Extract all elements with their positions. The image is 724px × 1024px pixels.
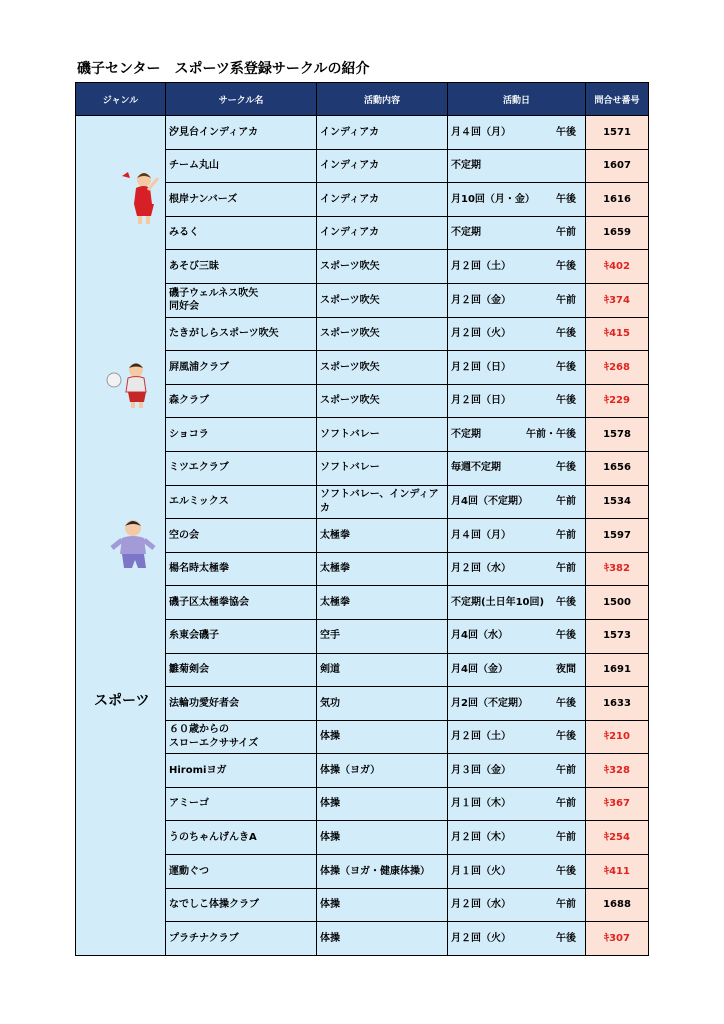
schedule-time: 午後 bbox=[556, 932, 576, 944]
activity-cell: インディアカ bbox=[317, 149, 448, 183]
schedule-days: 不定期 bbox=[451, 160, 481, 172]
contact-number-cell: ｷ307 bbox=[586, 922, 649, 956]
contact-number-cell: 1571 bbox=[586, 116, 649, 150]
schedule-days: 月２回（日） bbox=[451, 395, 511, 407]
circle-name-cell: アミーゴ bbox=[166, 787, 317, 821]
activity-cell: インディアカ bbox=[317, 216, 448, 250]
circle-name-cell: 雛菊剣会 bbox=[166, 653, 317, 687]
schedule-cell bbox=[448, 216, 586, 250]
table-row bbox=[76, 116, 649, 150]
circle-name-cell: 磯子区太極拳協会 bbox=[166, 586, 317, 620]
activity-cell: スポーツ吹矢 bbox=[317, 250, 448, 284]
activity-cell: 体操 bbox=[317, 720, 448, 754]
schedule-days: 月10回（月・金） bbox=[451, 193, 535, 205]
schedule-days: 月２回（土） bbox=[451, 260, 511, 272]
activity-cell: 体操（ヨガ・健康体操） bbox=[317, 855, 448, 889]
schedule-cell bbox=[448, 586, 586, 620]
schedule-cell bbox=[448, 821, 586, 855]
schedule-days: 月4回（水） bbox=[451, 630, 508, 642]
circle-table bbox=[75, 82, 649, 956]
circle-name-cell: 磯子ウェルネス吹矢 同好会 bbox=[166, 283, 317, 317]
schedule-cell bbox=[448, 855, 586, 889]
schedule-time: 午前 bbox=[556, 798, 576, 810]
activity-cell: 体操（ヨガ） bbox=[317, 754, 448, 788]
contact-number-cell: ｷ268 bbox=[586, 351, 649, 385]
activity-cell: 剣道 bbox=[317, 653, 448, 687]
contact-number-cell: 1578 bbox=[586, 418, 649, 452]
schedule-time: 午前 bbox=[556, 764, 576, 776]
contact-number-cell: 1500 bbox=[586, 586, 649, 620]
schedule-days: 月4回（不定期） bbox=[451, 496, 528, 508]
contact-number-cell: ｷ328 bbox=[586, 754, 649, 788]
contact-number-cell: ｷ367 bbox=[586, 787, 649, 821]
schedule-days: 月２回（土） bbox=[451, 731, 511, 743]
activity-cell: スポーツ吹矢 bbox=[317, 384, 448, 418]
circle-name-cell: Hiromiヨガ bbox=[166, 754, 317, 788]
circle-name-cell: 法輪功愛好者会 bbox=[166, 687, 317, 721]
contact-number-cell: 1633 bbox=[586, 687, 649, 721]
schedule-time: 午前 bbox=[556, 227, 576, 239]
schedule-time: 午後 bbox=[556, 731, 576, 743]
header-activity: 活動内容 bbox=[317, 83, 448, 116]
schedule-time: 午後 bbox=[556, 865, 576, 877]
schedule-time: 午前 bbox=[556, 294, 576, 306]
schedule-time: 午後 bbox=[556, 193, 576, 205]
schedule-time: 午前 bbox=[556, 899, 576, 911]
schedule-time: 午前 bbox=[556, 832, 576, 844]
contact-number-cell: 1616 bbox=[586, 183, 649, 217]
circle-name-cell: エルミックス bbox=[166, 485, 317, 519]
schedule-days: 月３回（金） bbox=[451, 764, 511, 776]
contact-number-cell: ｷ210 bbox=[586, 720, 649, 754]
schedule-time: 午後 bbox=[556, 596, 576, 608]
schedule-cell bbox=[448, 149, 586, 183]
schedule-cell bbox=[448, 653, 586, 687]
table-header-row bbox=[76, 83, 649, 116]
schedule-days: 月２回（金） bbox=[451, 294, 511, 306]
circle-name-cell: なでしこ体操クラブ bbox=[166, 888, 317, 922]
activity-cell: 太極拳 bbox=[317, 586, 448, 620]
schedule-cell bbox=[448, 451, 586, 485]
contact-number-cell: ｷ229 bbox=[586, 384, 649, 418]
schedule-time: 午後 bbox=[556, 630, 576, 642]
schedule-cell bbox=[448, 250, 586, 284]
circle-name-cell: ６０歳からの スローエクササイズ bbox=[166, 720, 317, 754]
schedule-days: 月１回（木） bbox=[451, 798, 511, 810]
schedule-cell bbox=[448, 183, 586, 217]
circle-name-cell: 糸東会磯子 bbox=[166, 619, 317, 653]
schedule-cell bbox=[448, 787, 586, 821]
schedule-days: 月4回（金） bbox=[451, 664, 508, 676]
circle-name-cell: 汐見台インディアカ bbox=[166, 116, 317, 150]
activity-cell: ソフトバレー、インディアカ bbox=[317, 485, 448, 519]
schedule-cell bbox=[448, 384, 586, 418]
activity-cell: 空手 bbox=[317, 619, 448, 653]
volleyball-player-illustration bbox=[106, 360, 158, 410]
schedule-cell bbox=[448, 922, 586, 956]
activity-cell: スポーツ吹矢 bbox=[317, 351, 448, 385]
schedule-cell bbox=[448, 619, 586, 653]
schedule-time: 午後 bbox=[556, 260, 576, 272]
schedule-cell bbox=[448, 116, 586, 150]
schedule-days: 毎週不定期 bbox=[451, 462, 501, 474]
circle-name-cell: 運動ぐつ bbox=[166, 855, 317, 889]
schedule-days: 月４回（月） bbox=[451, 529, 511, 541]
schedule-time: 午前 bbox=[556, 563, 576, 575]
schedule-days: 月１回（火） bbox=[451, 865, 511, 877]
schedule-days: 不定期 bbox=[451, 428, 481, 440]
circle-name-cell: 空の会 bbox=[166, 519, 317, 553]
schedule-cell bbox=[448, 888, 586, 922]
schedule-days: 月2回（不定期） bbox=[451, 697, 528, 709]
contact-number-cell: ｷ374 bbox=[586, 283, 649, 317]
schedule-time: 午前 bbox=[556, 529, 576, 541]
activity-cell: 体操 bbox=[317, 922, 448, 956]
activity-cell: インディアカ bbox=[317, 116, 448, 150]
badminton-player-illustration bbox=[114, 166, 164, 228]
schedule-cell bbox=[448, 351, 586, 385]
circle-name-cell: たきがしらスポーツ吹矢 bbox=[166, 317, 317, 351]
contact-number-cell: 1597 bbox=[586, 519, 649, 553]
schedule-cell bbox=[448, 552, 586, 586]
schedule-cell bbox=[448, 485, 586, 519]
activity-cell: 太極拳 bbox=[317, 552, 448, 586]
schedule-days: 月２回（水） bbox=[451, 899, 511, 911]
taichi-player-illustration bbox=[108, 516, 158, 572]
header-circle-name: サークル名 bbox=[166, 83, 317, 116]
activity-cell: インディアカ bbox=[317, 183, 448, 217]
activity-cell: ソフトバレー bbox=[317, 451, 448, 485]
contact-number-cell: 1659 bbox=[586, 216, 649, 250]
contact-number-cell: ｷ402 bbox=[586, 250, 649, 284]
circle-name-cell: 楊名時太極拳 bbox=[166, 552, 317, 586]
contact-number-cell: ｷ415 bbox=[586, 317, 649, 351]
contact-number-cell: 1607 bbox=[586, 149, 649, 183]
header-schedule: 活動日 bbox=[448, 83, 586, 116]
contact-number-cell: 1691 bbox=[586, 653, 649, 687]
circle-name-cell: みるく bbox=[166, 216, 317, 250]
schedule-days: 月２回（日） bbox=[451, 361, 511, 373]
circle-name-cell: ミツエクラブ bbox=[166, 451, 317, 485]
contact-number-cell: 1656 bbox=[586, 451, 649, 485]
schedule-time: 午後 bbox=[556, 361, 576, 373]
genre-label: スポーツ bbox=[94, 693, 150, 709]
contact-number-cell: ｷ254 bbox=[586, 821, 649, 855]
contact-number-cell: ｷ411 bbox=[586, 855, 649, 889]
schedule-time: 午後 bbox=[556, 328, 576, 340]
circle-name-cell: プラチナクラブ bbox=[166, 922, 317, 956]
activity-cell: スポーツ吹矢 bbox=[317, 283, 448, 317]
circle-name-cell: あそび三昧 bbox=[166, 250, 317, 284]
circle-name-cell: 根岸ナンバーズ bbox=[166, 183, 317, 217]
schedule-days: 月２回（水） bbox=[451, 563, 511, 575]
schedule-time: 午後 bbox=[556, 126, 576, 138]
genre-cell bbox=[76, 116, 166, 956]
schedule-time: 午後 bbox=[556, 395, 576, 407]
schedule-cell bbox=[448, 418, 586, 452]
contact-number-cell: 1573 bbox=[586, 619, 649, 653]
schedule-days: 月２回（火） bbox=[451, 932, 511, 944]
header-contact-number: 問合せ番号 bbox=[586, 83, 649, 116]
header-genre: ジャンル bbox=[76, 83, 166, 116]
schedule-time: 午前・午後 bbox=[526, 428, 576, 440]
activity-cell: 太極拳 bbox=[317, 519, 448, 553]
activity-cell: 体操 bbox=[317, 888, 448, 922]
activity-cell: スポーツ吹矢 bbox=[317, 317, 448, 351]
circle-name-cell: チーム丸山 bbox=[166, 149, 317, 183]
circle-name-cell: うのちゃんげんきA bbox=[166, 821, 317, 855]
schedule-cell bbox=[448, 754, 586, 788]
circle-name-cell: 森クラブ bbox=[166, 384, 317, 418]
schedule-days: 月４回（月） bbox=[451, 126, 511, 138]
schedule-time: 午後 bbox=[556, 697, 576, 709]
activity-cell: 気功 bbox=[317, 687, 448, 721]
activity-cell: ソフトバレー bbox=[317, 418, 448, 452]
schedule-cell bbox=[448, 720, 586, 754]
schedule-time: 午前 bbox=[556, 496, 576, 508]
page-title: 磯子センター スポーツ系登録サークルの紹介 bbox=[77, 61, 370, 77]
contact-number-cell: 1534 bbox=[586, 485, 649, 519]
activity-cell: 体操 bbox=[317, 821, 448, 855]
circle-name-cell: 屛風浦クラブ bbox=[166, 351, 317, 385]
schedule-days: 月２回（木） bbox=[451, 832, 511, 844]
schedule-cell bbox=[448, 687, 586, 721]
contact-number-cell: ｷ382 bbox=[586, 552, 649, 586]
schedule-cell bbox=[448, 519, 586, 553]
contact-number-cell: 1688 bbox=[586, 888, 649, 922]
schedule-days: 不定期 bbox=[451, 227, 481, 239]
circle-name-cell: ショコラ bbox=[166, 418, 317, 452]
schedule-cell bbox=[448, 283, 586, 317]
schedule-days: 月２回（火） bbox=[451, 328, 511, 340]
schedule-cell bbox=[448, 317, 586, 351]
schedule-days: 不定期(土日年10回) bbox=[451, 596, 545, 608]
activity-cell: 体操 bbox=[317, 787, 448, 821]
schedule-time: 夜間 bbox=[556, 664, 576, 676]
schedule-time: 午後 bbox=[556, 462, 576, 474]
